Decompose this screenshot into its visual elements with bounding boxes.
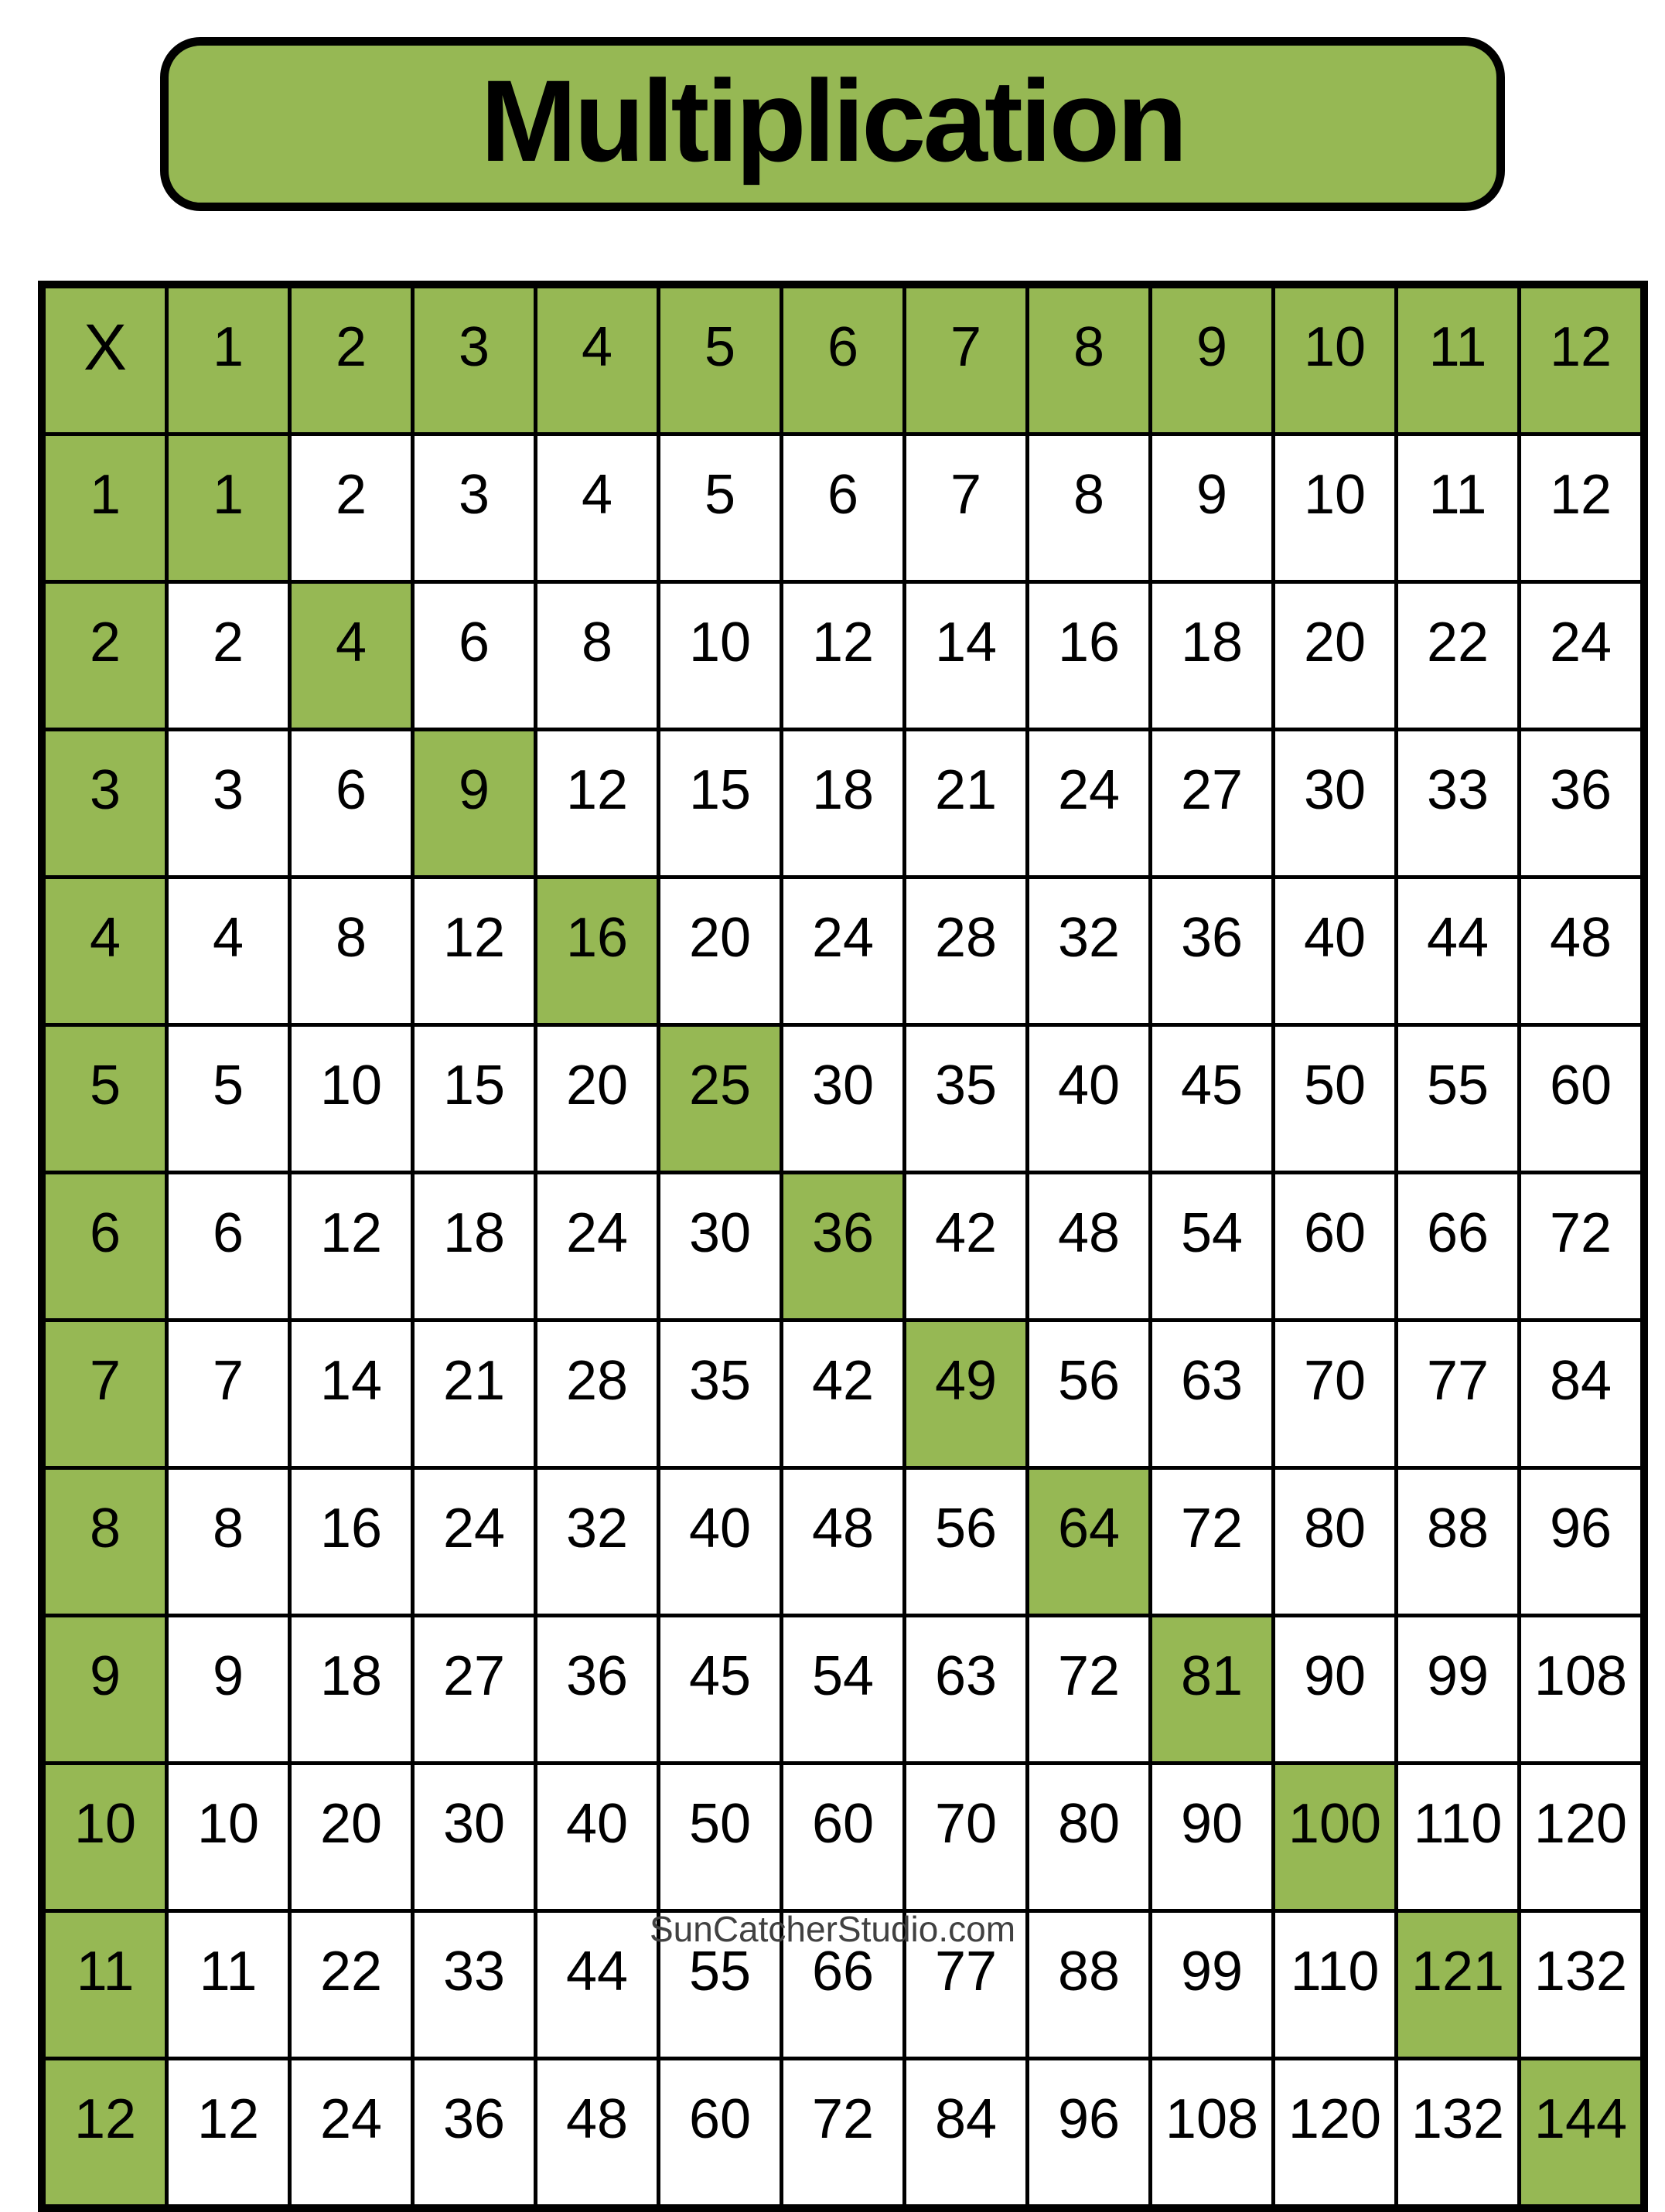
col-header-cell: 9 <box>1151 285 1274 435</box>
product-cell: 88 <box>1028 1911 1151 2059</box>
title-banner <box>160 37 1505 211</box>
product-cell: 18 <box>1151 582 1274 730</box>
col-header-cell: 2 <box>290 285 413 435</box>
product-cell: 14 <box>290 1321 413 1468</box>
product-cell: 99 <box>1397 1616 1520 1764</box>
product-cell: 16 <box>1028 582 1151 730</box>
product-cell: 5 <box>167 1025 290 1173</box>
product-cell: 90 <box>1151 1764 1274 1911</box>
product-cell: 70 <box>905 1764 1028 1911</box>
product-cell: 32 <box>536 1468 659 1616</box>
product-cell: 8 <box>290 878 413 1025</box>
row-header-cell: 4 <box>42 878 167 1025</box>
diagonal-square-cell: 100 <box>1274 1764 1397 1911</box>
diagonal-square-cell: 36 <box>782 1173 905 1321</box>
diagonal-square-cell: 121 <box>1397 1911 1520 2059</box>
product-cell: 36 <box>1520 730 1645 878</box>
product-cell: 10 <box>1274 435 1397 582</box>
product-cell: 27 <box>1151 730 1274 878</box>
product-cell: 40 <box>536 1764 659 1911</box>
product-cell: 2 <box>290 435 413 582</box>
product-cell: 40 <box>659 1468 782 1616</box>
product-cell: 55 <box>659 1911 782 2059</box>
diagonal-square-cell: 81 <box>1151 1616 1274 1764</box>
product-cell: 20 <box>659 878 782 1025</box>
product-cell: 56 <box>1028 1321 1151 1468</box>
product-cell: 16 <box>290 1468 413 1616</box>
page-title: Multiplication <box>480 55 1185 186</box>
product-cell: 14 <box>905 582 1028 730</box>
product-cell: 63 <box>1151 1321 1274 1468</box>
diagonal-square-cell: 9 <box>413 730 536 878</box>
product-cell: 12 <box>782 582 905 730</box>
product-cell: 132 <box>1520 1911 1645 2059</box>
diagonal-square-cell: 25 <box>659 1025 782 1173</box>
product-cell: 24 <box>782 878 905 1025</box>
col-header-cell: 3 <box>413 285 536 435</box>
product-cell: 77 <box>905 1911 1028 2059</box>
product-cell: 108 <box>1520 1616 1645 1764</box>
product-cell: 10 <box>659 582 782 730</box>
product-cell: 40 <box>1028 1025 1151 1173</box>
product-cell: 96 <box>1520 1468 1645 1616</box>
table-row <box>42 730 1644 878</box>
product-cell: 72 <box>782 2059 905 2209</box>
product-cell: 3 <box>167 730 290 878</box>
col-header-cell: 11 <box>1397 285 1520 435</box>
product-cell: 18 <box>782 730 905 878</box>
table-row <box>42 2059 1644 2209</box>
product-cell: 42 <box>905 1173 1028 1321</box>
table-row <box>42 1764 1644 1911</box>
product-cell: 36 <box>413 2059 536 2209</box>
product-cell: 10 <box>167 1764 290 1911</box>
product-cell: 20 <box>1274 582 1397 730</box>
product-cell: 35 <box>905 1025 1028 1173</box>
product-cell: 110 <box>1274 1911 1397 2059</box>
table-row <box>42 435 1644 582</box>
row-header-cell: 11 <box>42 1911 167 2059</box>
product-cell: 110 <box>1397 1764 1520 1911</box>
row-header-cell: 2 <box>42 582 167 730</box>
product-cell: 60 <box>1274 1173 1397 1321</box>
row-header-cell: 10 <box>42 1764 167 1911</box>
product-cell: 22 <box>290 1911 413 2059</box>
table-row <box>42 1468 1644 1616</box>
product-cell: 5 <box>659 435 782 582</box>
product-cell: 27 <box>413 1616 536 1764</box>
col-header-cell: 4 <box>536 285 659 435</box>
product-cell: 30 <box>1274 730 1397 878</box>
product-cell: 30 <box>782 1025 905 1173</box>
table-row <box>42 878 1644 1025</box>
col-header-cell: 1 <box>167 285 290 435</box>
product-cell: 30 <box>413 1764 536 1911</box>
product-cell: 63 <box>905 1616 1028 1764</box>
row-header-cell: 6 <box>42 1173 167 1321</box>
table-row <box>42 1025 1644 1173</box>
product-cell: 12 <box>167 2059 290 2209</box>
product-cell: 2 <box>167 582 290 730</box>
table-row <box>42 1616 1644 1764</box>
product-cell: 6 <box>290 730 413 878</box>
product-cell: 84 <box>1520 1321 1645 1468</box>
product-cell: 44 <box>1397 878 1520 1025</box>
product-cell: 3 <box>413 435 536 582</box>
product-cell: 7 <box>905 435 1028 582</box>
product-cell: 108 <box>1151 2059 1274 2209</box>
product-cell: 72 <box>1520 1173 1645 1321</box>
row-header-cell: 3 <box>42 730 167 878</box>
product-cell: 18 <box>290 1616 413 1764</box>
product-cell: 72 <box>1028 1616 1151 1764</box>
product-cell: 66 <box>782 1911 905 2059</box>
product-cell: 24 <box>536 1173 659 1321</box>
product-cell: 44 <box>536 1911 659 2059</box>
product-cell: 77 <box>1397 1321 1520 1468</box>
row-header-cell: 9 <box>42 1616 167 1764</box>
product-cell: 12 <box>536 730 659 878</box>
product-cell: 33 <box>413 1911 536 2059</box>
product-cell: 50 <box>659 1764 782 1911</box>
product-cell: 120 <box>1274 2059 1397 2209</box>
col-header-cell: 6 <box>782 285 905 435</box>
product-cell: 60 <box>1520 1025 1645 1173</box>
product-cell: 32 <box>1028 878 1151 1025</box>
product-cell: 80 <box>1028 1764 1151 1911</box>
product-cell: 6 <box>413 582 536 730</box>
product-cell: 48 <box>1520 878 1645 1025</box>
product-cell: 35 <box>659 1321 782 1468</box>
col-header-cell: 12 <box>1520 285 1645 435</box>
product-cell: 54 <box>782 1616 905 1764</box>
product-cell: 21 <box>905 730 1028 878</box>
product-cell: 20 <box>536 1025 659 1173</box>
product-cell: 56 <box>905 1468 1028 1616</box>
product-cell: 99 <box>1151 1911 1274 2059</box>
product-cell: 8 <box>536 582 659 730</box>
product-cell: 48 <box>536 2059 659 2209</box>
row-header-cell: 7 <box>42 1321 167 1468</box>
table-row <box>42 582 1644 730</box>
product-cell: 90 <box>1274 1616 1397 1764</box>
diagonal-square-cell: 49 <box>905 1321 1028 1468</box>
product-cell: 24 <box>413 1468 536 1616</box>
col-header-cell: 7 <box>905 285 1028 435</box>
product-cell: 6 <box>782 435 905 582</box>
product-cell: 20 <box>290 1764 413 1911</box>
product-cell: 9 <box>167 1616 290 1764</box>
product-cell: 96 <box>1028 2059 1151 2209</box>
product-cell: 120 <box>1520 1764 1645 1911</box>
product-cell: 11 <box>1397 435 1520 582</box>
product-cell: 24 <box>290 2059 413 2209</box>
product-cell: 36 <box>1151 878 1274 1025</box>
product-cell: 60 <box>782 1764 905 1911</box>
product-cell: 132 <box>1397 2059 1520 2209</box>
table-row <box>42 1173 1644 1321</box>
table-row <box>42 285 1644 435</box>
product-cell: 15 <box>659 730 782 878</box>
product-cell: 72 <box>1151 1468 1274 1616</box>
product-cell: 4 <box>536 435 659 582</box>
product-cell: 12 <box>290 1173 413 1321</box>
row-header-cell: 12 <box>42 2059 167 2209</box>
product-cell: 24 <box>1028 730 1151 878</box>
product-cell: 84 <box>905 2059 1028 2209</box>
diagonal-square-cell: 4 <box>290 582 413 730</box>
diagonal-square-cell: 64 <box>1028 1468 1151 1616</box>
diagonal-square-cell: 1 <box>167 435 290 582</box>
product-cell: 21 <box>413 1321 536 1468</box>
product-cell: 33 <box>1397 730 1520 878</box>
product-cell: 70 <box>1274 1321 1397 1468</box>
product-cell: 50 <box>1274 1025 1397 1173</box>
product-cell: 42 <box>782 1321 905 1468</box>
diagonal-square-cell: 16 <box>536 878 659 1025</box>
product-cell: 6 <box>167 1173 290 1321</box>
product-cell: 8 <box>1028 435 1151 582</box>
product-cell: 54 <box>1151 1173 1274 1321</box>
diagonal-square-cell: 144 <box>1520 2059 1645 2209</box>
product-cell: 66 <box>1397 1173 1520 1321</box>
product-cell: 18 <box>413 1173 536 1321</box>
product-cell: 55 <box>1397 1025 1520 1173</box>
product-cell: 45 <box>1151 1025 1274 1173</box>
product-cell: 15 <box>413 1025 536 1173</box>
table-row <box>42 1321 1644 1468</box>
product-cell: 28 <box>536 1321 659 1468</box>
product-cell: 30 <box>659 1173 782 1321</box>
col-header-cell: 10 <box>1274 285 1397 435</box>
product-cell: 7 <box>167 1321 290 1468</box>
product-cell: 40 <box>1274 878 1397 1025</box>
product-cell: 60 <box>659 2059 782 2209</box>
col-header-cell: 8 <box>1028 285 1151 435</box>
product-cell: 80 <box>1274 1468 1397 1616</box>
product-cell: 36 <box>536 1616 659 1764</box>
product-cell: 8 <box>167 1468 290 1616</box>
product-cell: 11 <box>167 1911 290 2059</box>
product-cell: 48 <box>1028 1173 1151 1321</box>
row-header-cell: 8 <box>42 1468 167 1616</box>
product-cell: 12 <box>413 878 536 1025</box>
corner-cell: X <box>42 285 167 435</box>
product-cell: 28 <box>905 878 1028 1025</box>
row-header-cell: 5 <box>42 1025 167 1173</box>
product-cell: 24 <box>1520 582 1645 730</box>
col-header-cell: 5 <box>659 285 782 435</box>
footer-watermark: SunCatcherStudio.com <box>649 1909 1016 1949</box>
product-cell: 22 <box>1397 582 1520 730</box>
row-header-cell: 1 <box>42 435 167 582</box>
product-cell: 45 <box>659 1616 782 1764</box>
product-cell: 48 <box>782 1468 905 1616</box>
product-cell: 9 <box>1151 435 1274 582</box>
product-cell: 10 <box>290 1025 413 1173</box>
product-cell: 12 <box>1520 435 1645 582</box>
product-cell: 4 <box>167 878 290 1025</box>
product-cell: 88 <box>1397 1468 1520 1616</box>
